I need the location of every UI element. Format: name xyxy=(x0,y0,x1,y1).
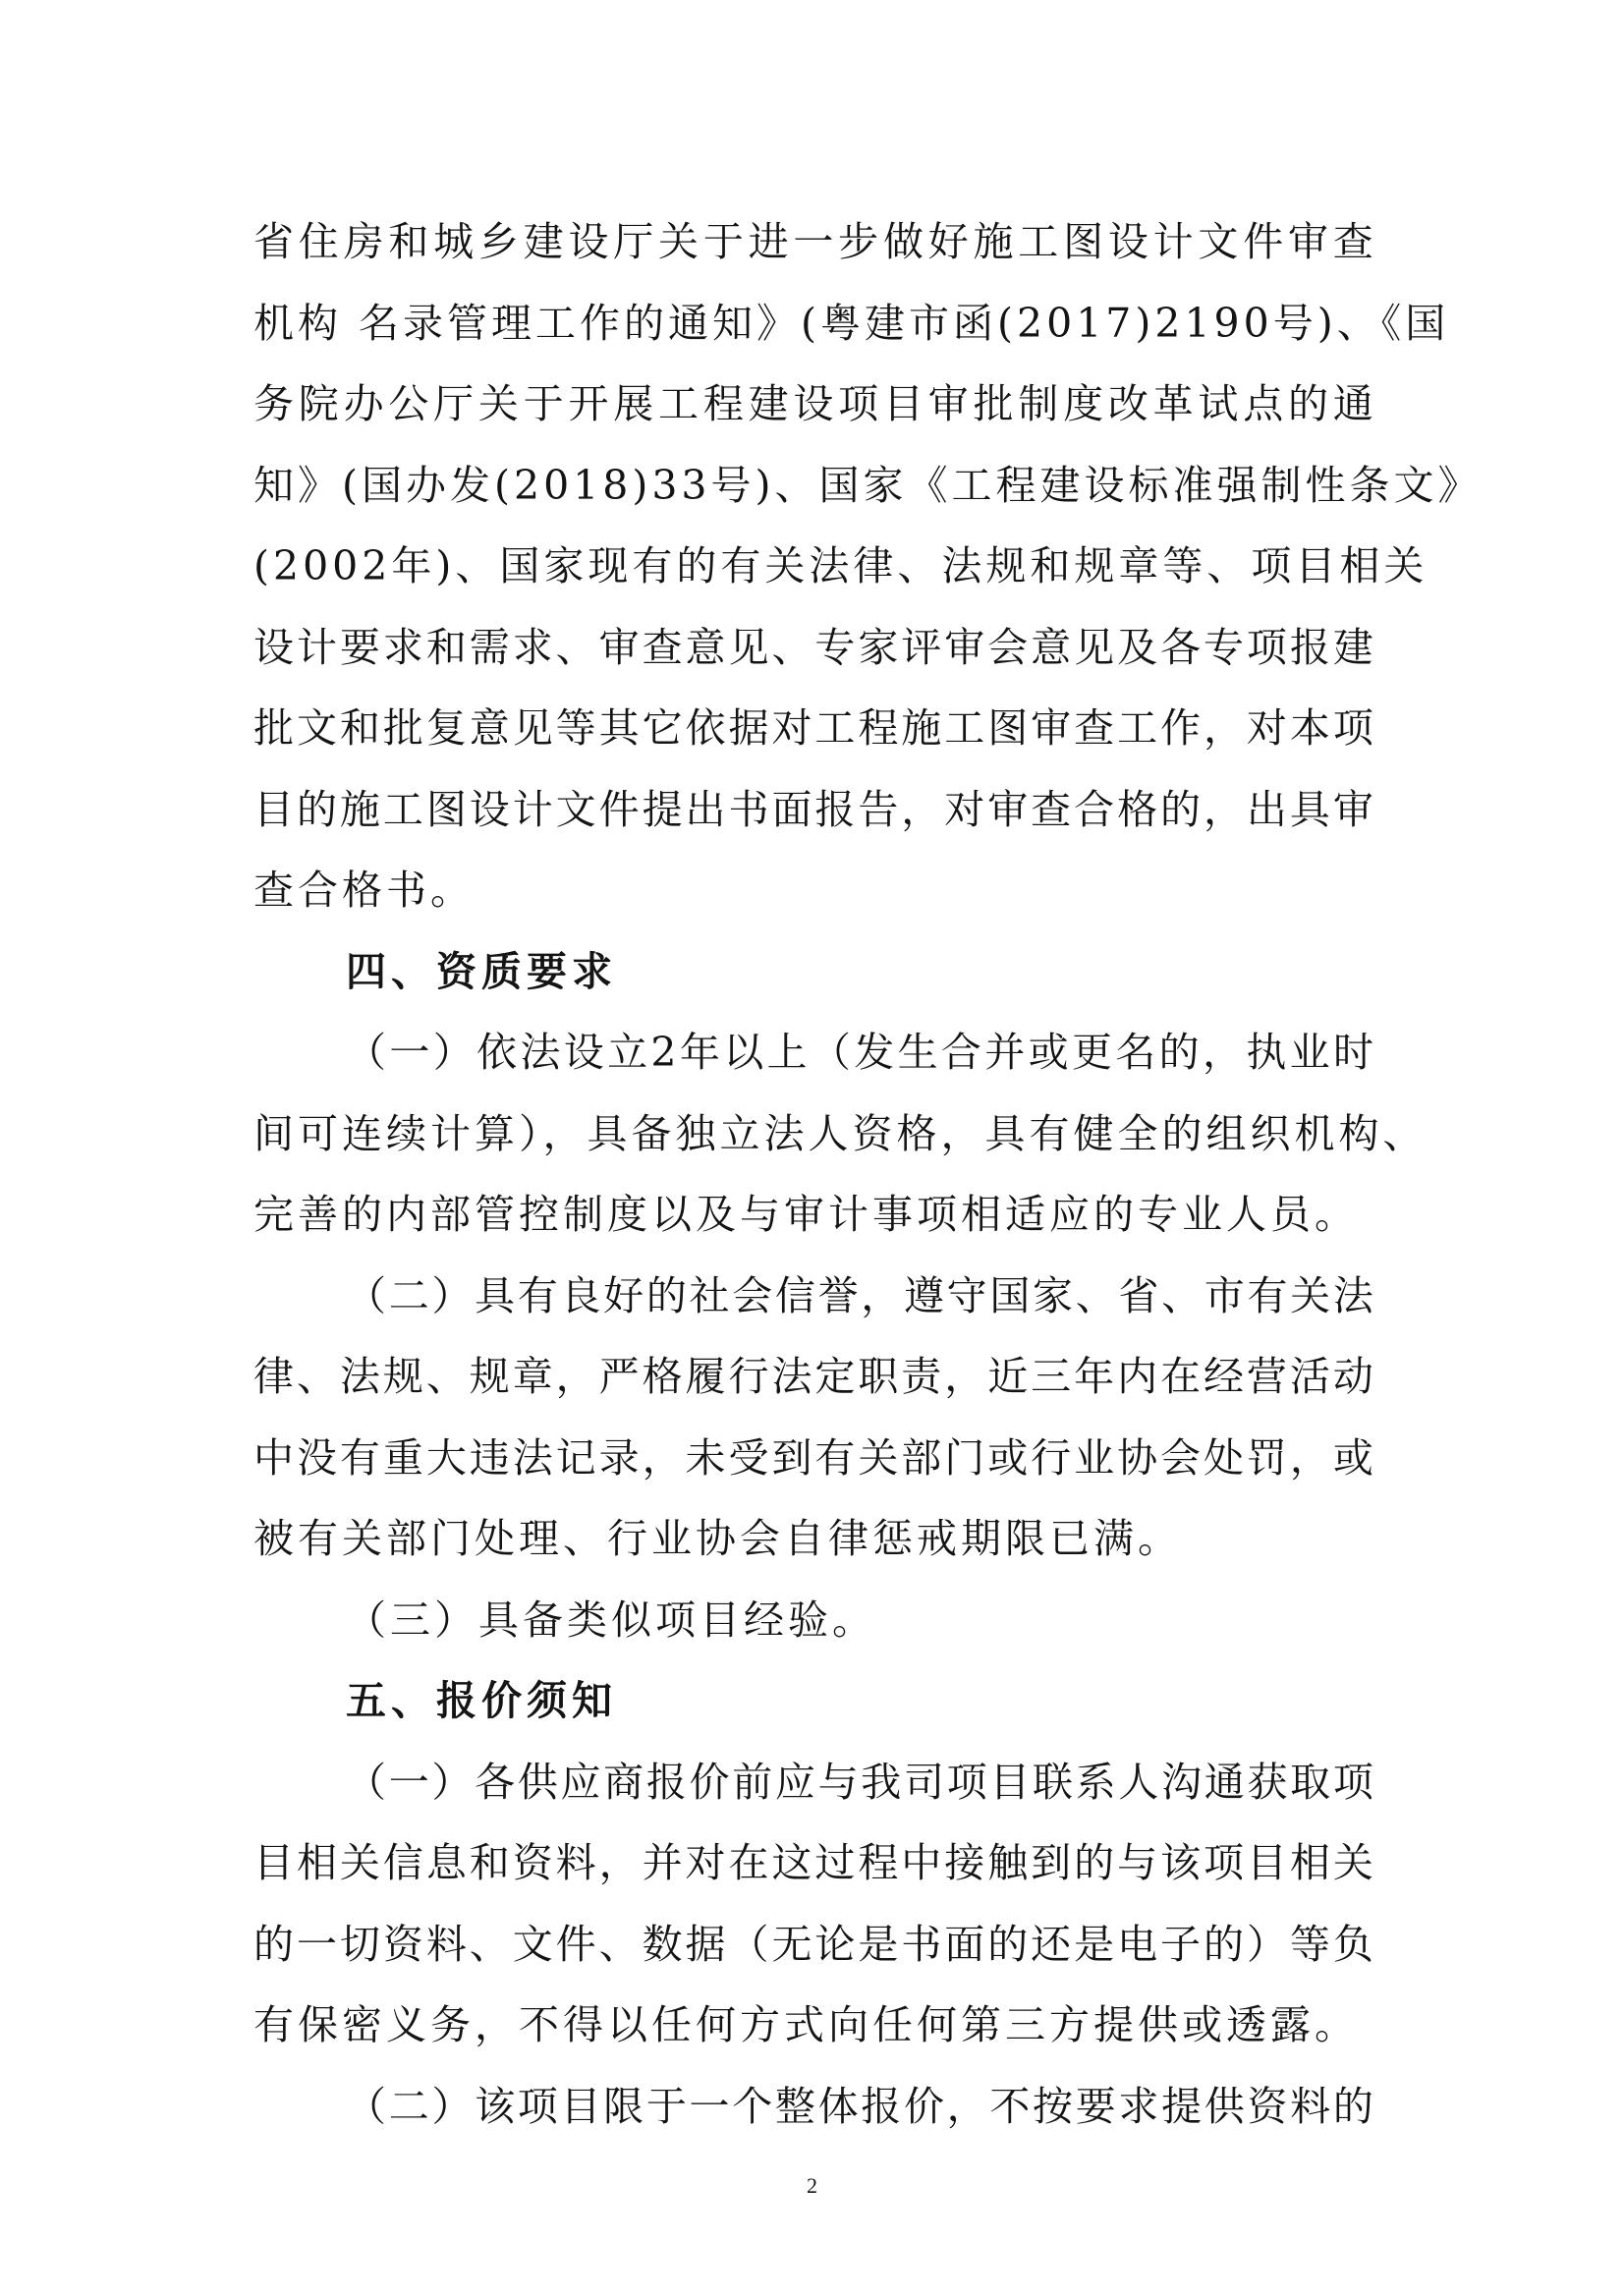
text-line: （ 一 ） 各 供 应 商 报 价 前 应 与 我 司 项 目 联 系 人 沟 通 获 取 项 xyxy=(346,1758,1373,1806)
text-line: （ 二 ） 该 项 目 限 于 一 个 整 体 报 价 ， 不 按 要 求 提 供 资 料 的 xyxy=(346,2082,1373,2130)
text-line: 知》(国办发(2018)33号)、国家《工程建设标准强制性条文》 xyxy=(253,461,1483,509)
page-number: 2 xyxy=(807,2173,817,2198)
text-line: 务 院 办 公 厅 关 于 开 展 工 程 建 设 项 目 审 批 制 度 改 革 试 点 的 通 xyxy=(253,380,1373,427)
text-line: 间可连续计算），具备独立法人资格，具有健全的组织机构、 xyxy=(253,1109,1428,1157)
text-line: 设 计 要 求 和 需 求 、 审 查 意 见 、 专 家 评 审 会 意 见 及 各 专 项 报 建 xyxy=(253,623,1373,671)
text-line: 完善的内部管控制度以及与审计事项相适应的专业人员。 xyxy=(253,1191,1359,1238)
text-line: 被有关部门处理、行业协会自律惩戒期限已满。 xyxy=(253,1515,1182,1562)
text-line: 有保密义务，不得以任何方式向任何第三方提供或透露。 xyxy=(253,2001,1359,2048)
text-line: （ 一 ） 依 法 设 立 2 年 以 上 （ 发 生 合 并 或 更 名 的 ， 执 业 时 xyxy=(346,1029,1373,1076)
text-line: 省 住 房 和 城 乡 建 设 厅 关 于 进 一 步 做 好 施 工 图 设 计 文 件 审 查 xyxy=(253,218,1373,265)
text-line: 目 相 关 信 息 和 资 料 ， 并 对 在 这 过 程 中 接 触 到 的 与 该 项 目 相 关 xyxy=(253,1839,1373,1886)
text-line: 查合格书。 xyxy=(253,867,475,914)
section-heading-quotation: 五、报价须知 xyxy=(346,1677,617,1724)
section-heading-qualifications: 四、资质要求 xyxy=(346,947,617,995)
text-line: (2002年)、国家现有的有关法律、法规和规章等、项目相关 xyxy=(253,542,1428,589)
text-line: （三）具备类似项目经验。 xyxy=(346,1595,876,1644)
text-line: 机构 名录管理工作的通知》(粤建市函(2017)2190号)、《国 xyxy=(253,299,1450,347)
text-line: 律 、 法 规 、 规 章 ， 严 格 履 行 法 定 职 责 ， 近 三 年 内 在 经 营 活 动 xyxy=(253,1353,1373,1400)
text-line: 的 一 切 资 料 、 文 件 、 数 据 （ 无 论 是 书 面 的 还 是 电 子 的 ） 等 负 xyxy=(253,1920,1373,1968)
text-line: 目 的 施 工 图 设 计 文 件 提 出 书 面 报 告 ， 对 审 查 合 格 的 ， 出 具 审 xyxy=(253,785,1373,833)
body-text xyxy=(253,201,1483,2147)
text-line: （ 二 ） 具 有 良 好 的 社 会 信 誉 ， 遵 守 国 家 、 省 、 市 有 关 法 xyxy=(346,1271,1373,1319)
text-line: 中 没 有 重 大 违 法 记 录 ， 未 受 到 有 关 部 门 或 行 业 协 会 处 罚 ， 或 xyxy=(253,1433,1373,1482)
text-line: 批 文 和 批 复 意 见 等 其 它 依 据 对 工 程 施 工 图 审 查 工 作 ， 对 本 项 xyxy=(253,704,1373,752)
